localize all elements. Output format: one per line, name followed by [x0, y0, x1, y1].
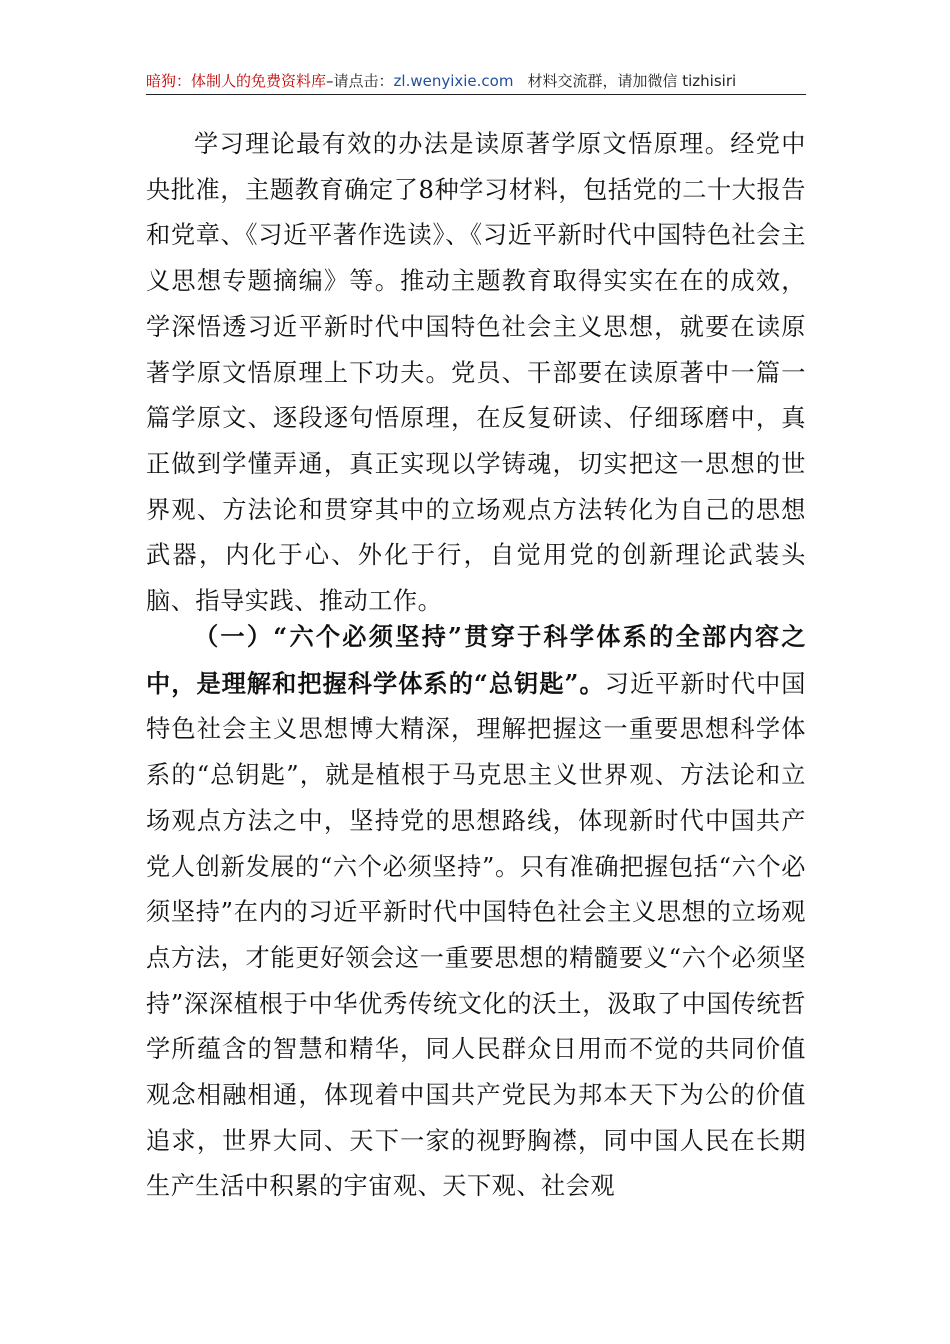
body-paragraph-2-text: 习近平新时代中国特色社会主义思想博大精深，理解把握这一重要思想科学体系的“总钥匙”，就是植根于马克思主义世界观、方法论和立场观点方法之中，坚持党的思想路线，体现新时代中国共产党人创新发展的“六个必须坚持”。只有准确把握包括“六个必须坚持”在内的习近平新时代中国特色社会主义思想的立场观点方法，才能更好领会这一重要思想的精髓要义“六个必须坚持”深深植根于中华优秀传统文化的沃土，汲取了中国传统哲学所蕴含的智慧和精华，同人民群众日用而不觉的共同价值观念相融相通，体现着中国共产党民为邦本天下为公的价值追求，世界大同、天下一家的视野胸襟，同中国人民在长期生产生活中积累的宇宙观、天下观、社会观	[146, 669, 806, 1201]
section-heading-lead: （一）“六个必须坚持”贯穿于科学体系的全部内容之中，是理解和把握科学体系的“总钥匙”。	[146, 622, 806, 698]
header-group-info: 材料交流群，请加微信 tizhisiri	[527, 72, 737, 90]
header-prompt: –请点击：	[326, 72, 394, 90]
header-url-link[interactable]: zl.wenyixie.com	[393, 72, 514, 90]
header-site-name: 暗狗：体制人的免费资料库	[146, 72, 327, 90]
body-paragraph-1: 学习理论最有效的办法是读原著学原文悟原理。经党中央批准，主题教育确定了8种学习材料，包括党的二十大报告和党章、《习近平著作选读》、《习近平新时代中国特色社会主义思想专题摘编》等。推动主题教育取得实实在在的成效，学深悟透习近平新时代中国特色社会主义思想，就要在读原著学原文悟原理上下功夫。党员、干部要在读原著中一篇一篇学原文、逐段逐句悟原理，在反复研读、仔细琢磨中，真正做到学懂弄通，真正实现以学铸魂，切实把这一思想的世界观、方法论和贯穿其中的立场观点方法转化为自己的思想武器，内化于心、外化于行，自觉用党的创新理论武装头脑、指导实践、推动工作。	[146, 130, 806, 616]
page-header	[146, 68, 806, 95]
body-paragraph-2	[146, 614, 806, 1210]
